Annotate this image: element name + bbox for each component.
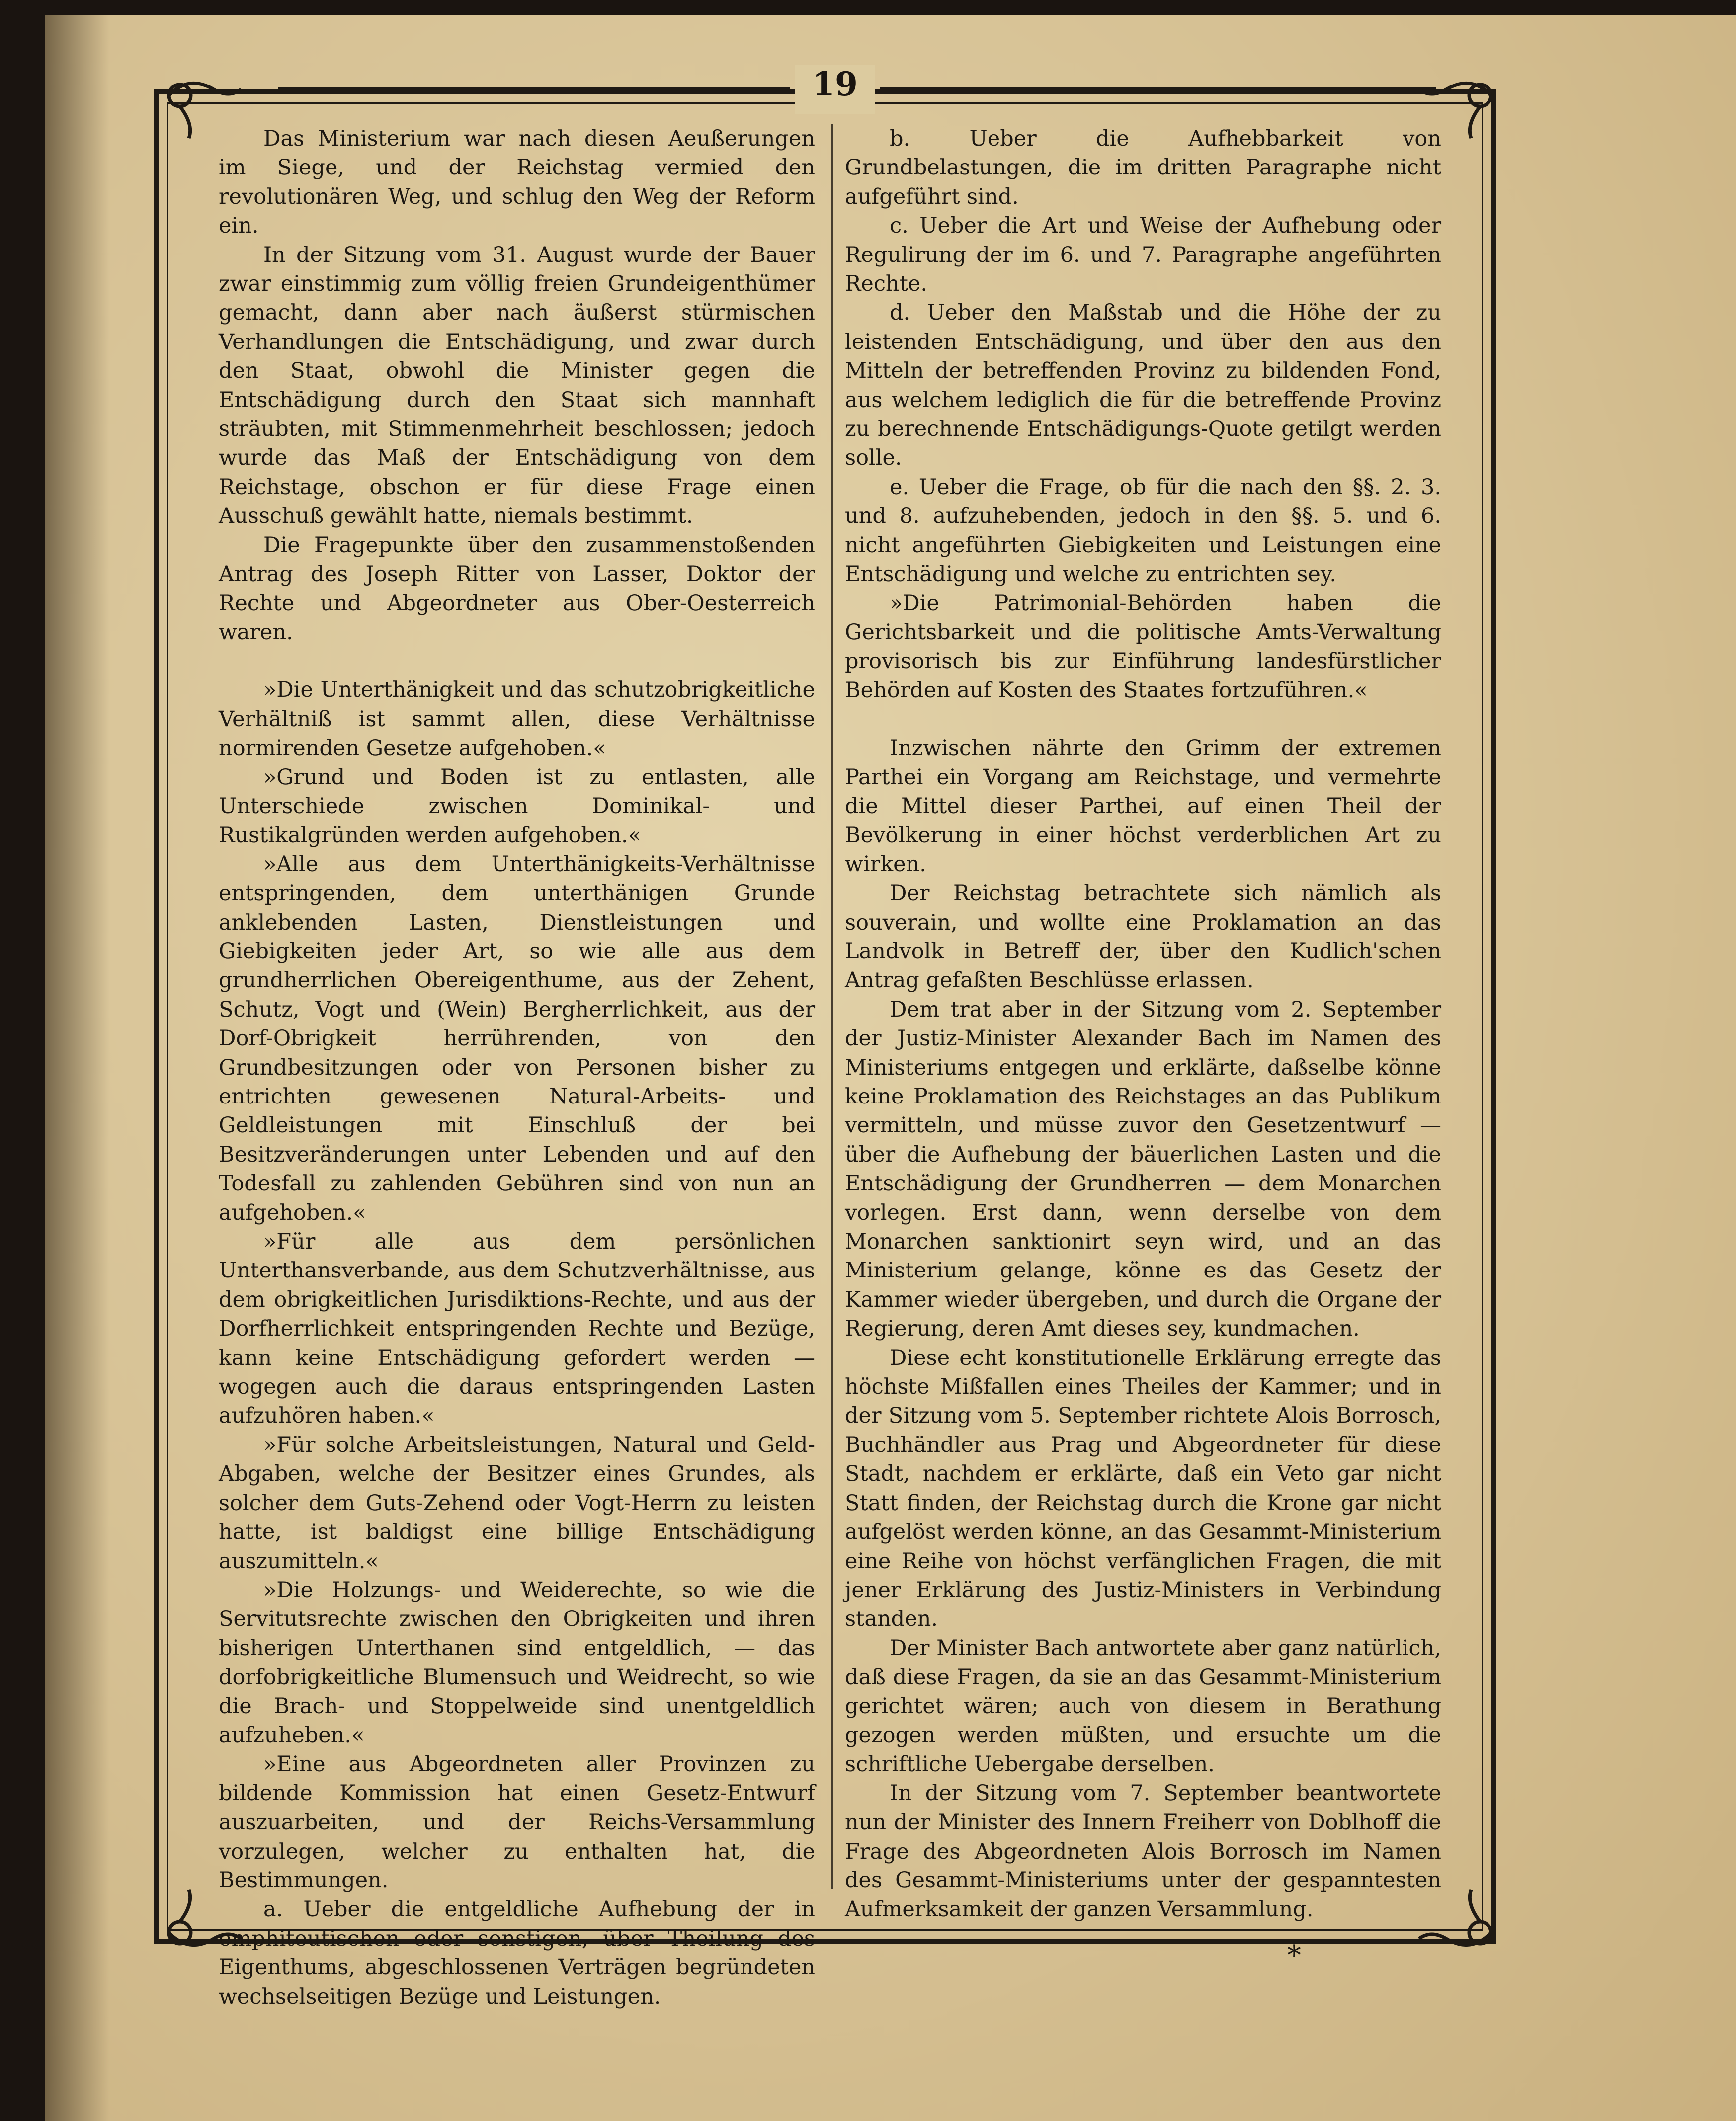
paragraph: Dem trat aber in der Sitzung vom 2. September der Justiz-Minister Alexander Bach im Namen des Ministeriums entgegen und erklärte, daßselbe könne keine Proklamation des Reichstages an das Publikum vermitteln, und müsse zuvor den Gesetzentwurf — über die Aufhebung der bäuerlichen Lasten und die Entschädigung der Grundherren — dem Monarchen vorlegen. Erst dann, wenn derselbe von dem Monarchen sanktionirt seyn wird, und an das Ministerium gelange, könne es das Gesetz der Kammer wieder übergeben, und durch die Organe der Regierung, deren Amt dieses sey, kundmachen. xyxy=(845,997,1441,1342)
paragraph: b. Ueber die Aufhebbarkeit von Grundbelastungen, die im dritten Paragraphe nicht aufgeführt sind. xyxy=(845,126,1441,209)
page-number: 19 xyxy=(795,65,875,114)
paragraph: »Grund und Boden ist zu entlasten, alle Unterschiede zwischen Dominikal- und Rustikalgründen werden aufgehoben.« xyxy=(219,764,815,848)
paragraph: e. Ueber die Frage, ob für die nach den §§. 2. 3. und 8. aufzuhebenden, jedoch in den §§. 5. und 6. nicht angeführten Giebigkeiten und Leistungen eine Entschädigung und welche zu entrichten sey. xyxy=(845,474,1441,587)
paragraph: Das Ministerium war nach diesen Aeußerungen im Siege, und der Reichstag vermied den revolutionären Weg, und schlug den Weg der Reform ein. xyxy=(219,126,815,239)
paragraph: Inzwischen nährte den Grimm der extremen Parthei ein Vorgang am Reichstage, und vermehrte die Mittel dieser Parthei, auf einen Theil der Bevölkerung in einer höchst verderblichen Art zu wirken. xyxy=(845,736,1441,877)
signature-mark: * xyxy=(1287,1940,1301,1972)
paragraph: Die Fragepunkte über den zusammenstoßenden Antrag des Joseph Ritter von Lasser, Doktor der Rechte und Abgeordneter aus Ober-Oesterreich waren. xyxy=(219,532,815,645)
binding-shadow xyxy=(45,15,109,2121)
paragraph: Der Minister Bach antwortete aber ganz natürlich, daß diese Fragen, da sie an das Gesammt-Ministerium gerichtet wären; auch von diesem in Berathung gezogen werden müßten, und ersuchte um die schriftliche Uebergabe derselben. xyxy=(845,1635,1441,1777)
paragraph: a. Ueber die entgeldliche Aufhebung der in emphiteutischen oder sonstigen, über Theilung des Eigenthums, abgeschlossenen Verträgen begründeten wechselseitigen Bezüge und Leistungen. xyxy=(219,1897,815,2009)
paragraph: In der Sitzung vom 31. August wurde der Bauer zwar einstimmig zum völlig freien Grundeigenthümer gemacht, dann aber nach äußerst stürmischen Verhandlungen die Entschädigung, und zwar durch den Staat, obwohl die Minister gegen die Entschädigung durch den Staat sich mannhaft sträubten, mit Stimmenmehrheit beschlossen; jedoch wurde das Maß der Entschädigung von dem Reichstage, obschon er für diese Frage einen Ausschuß gewählt hatte, niemals bestimmt. xyxy=(219,242,815,529)
header-rule-left xyxy=(278,87,790,90)
column-divider xyxy=(831,124,833,1889)
paragraph: c. Ueber die Art und Weise der Aufhebung oder Regulirung der im 6. und 7. Paragraphe angeführten Rechte. xyxy=(845,213,1441,297)
text-column-left xyxy=(219,124,815,2009)
header-rule-right xyxy=(880,87,1436,90)
paragraph: »Die Holzungs- und Weiderechte, so wie die Servitutsrechte zwischen den Obrigkeiten und ihren bisherigen Unterthanen sind entgeldlich, — das dorfobrigkeitliche Blumensuch und Weidrecht, so wie die Brach- und Stoppelweide sind unentgeldlich aufzuheben.« xyxy=(219,1577,815,1748)
paragraph: »Die Unterthänigkeit und das schutzobrigkeitliche Verhältniß ist sammt allen, diese Verhältnisse normirenden Gesetze aufgehoben.« xyxy=(219,678,815,761)
paragraph: »Die Patrimonial-Behörden haben die Gerichtsbarkeit und die politische Amts-Verwaltung provisorisch bis zur Einführung landesfürstlicher Behörden auf Kosten des Staates fortzuführen.« xyxy=(845,591,1441,703)
paragraph: »Eine aus Abgeordneten aller Provinzen zu bildende Kommission hat einen Gesetz-Entwurf auszuarbeiten, und der Reichs-Versammlung vorzulegen, welcher zu enthalten hat, die Bestimmungen. xyxy=(219,1752,815,1893)
paragraph: Der Reichstag betrachtete sich nämlich als souverain, und wollte eine Proklamation an das Landvolk in Betreff der, über den Kudlich'schen Antrag gefaßten Beschlüsse erlassen. xyxy=(845,881,1441,993)
paragraph: »Für solche Arbeitsleistungen, Natural und Geld-Abgaben, welche der Besitzer eines Grundes, als solcher dem Guts-Zehend oder Vogt-Herrn zu leisten hatte, ist baldigst eine billige Entschädigung auszumitteln.« xyxy=(219,1432,815,1574)
paragraph: In der Sitzung vom 7. September beantwortete nun der Minister des Innern Freiherr von Doblhoff die Frage des Abgeordneten Alois Borrosch im Namen des Gesammt-Ministeriums unter der gespanntesten Aufmerksamkeit der ganzen Versammlung. xyxy=(845,1781,1441,1922)
text-column-right xyxy=(845,124,1441,1922)
paragraph: »Alle aus dem Unterthänigkeits-Verhältnisse entspringenden, dem unterthänigen Grunde anklebenden Lasten, Dienstleistungen und Giebigkeiten jeder Art, so wie alle aus dem grundherrlichen Obereigenthume, aus der Zehent, Schutz, Vogt und (Wein) Bergherrlichkeit, aus der Dorf-Obrigkeit herrührenden, von den Grundbesitzungen oder von Personen bisher zu entrichten gewesenen Natural-Arbeits- und Geldleistungen mit Einschluß der bei Besitzveränderungen unter Lebenden und auf den Todesfall zu zahlenden Gebühren sind von nun an aufgehoben.« xyxy=(219,851,815,1225)
paragraph: »Für alle aus dem persönlichen Unterthansverbande, aus dem Schutzverhältnisse, aus dem obrigkeitlichen Jurisdiktions-Rechte, und aus der Dorfherrlichkeit entspringenden Rechte und Bezüge, kann keine Entschädigung gefordert werden — wogegen auch die daraus entspringenden Lasten aufzuhören haben.« xyxy=(219,1229,815,1429)
paragraph: d. Ueber den Maßstab und die Höhe der zu leistenden Entschädigung, und über den aus den Mitteln der betreffenden Provinz zu bildenden Fond, aus welchem lediglich die für die betreffende Provinz zu berechnende Entschädigungs-Quote getilgt werden solle. xyxy=(845,300,1441,471)
paragraph: Diese echt konstitutionelle Erklärung erregte das höchste Mißfallen eines Theiles der Kammer; und in der Sitzung vom 5. September richtete Alois Borrosch, Buchhändler aus Prag und Abgeordneter für diese Stadt, nachdem er erklärte, daß ein Veto gar nicht Statt finden, der Reichstag durch die Krone gar nicht aufgelöst werden könne, an das Gesammt-Ministerium eine Reihe von höchst verfänglichen Fragen, die mit jener Erklärung des Justiz-Ministers in Verbindung standen. xyxy=(845,1345,1441,1632)
